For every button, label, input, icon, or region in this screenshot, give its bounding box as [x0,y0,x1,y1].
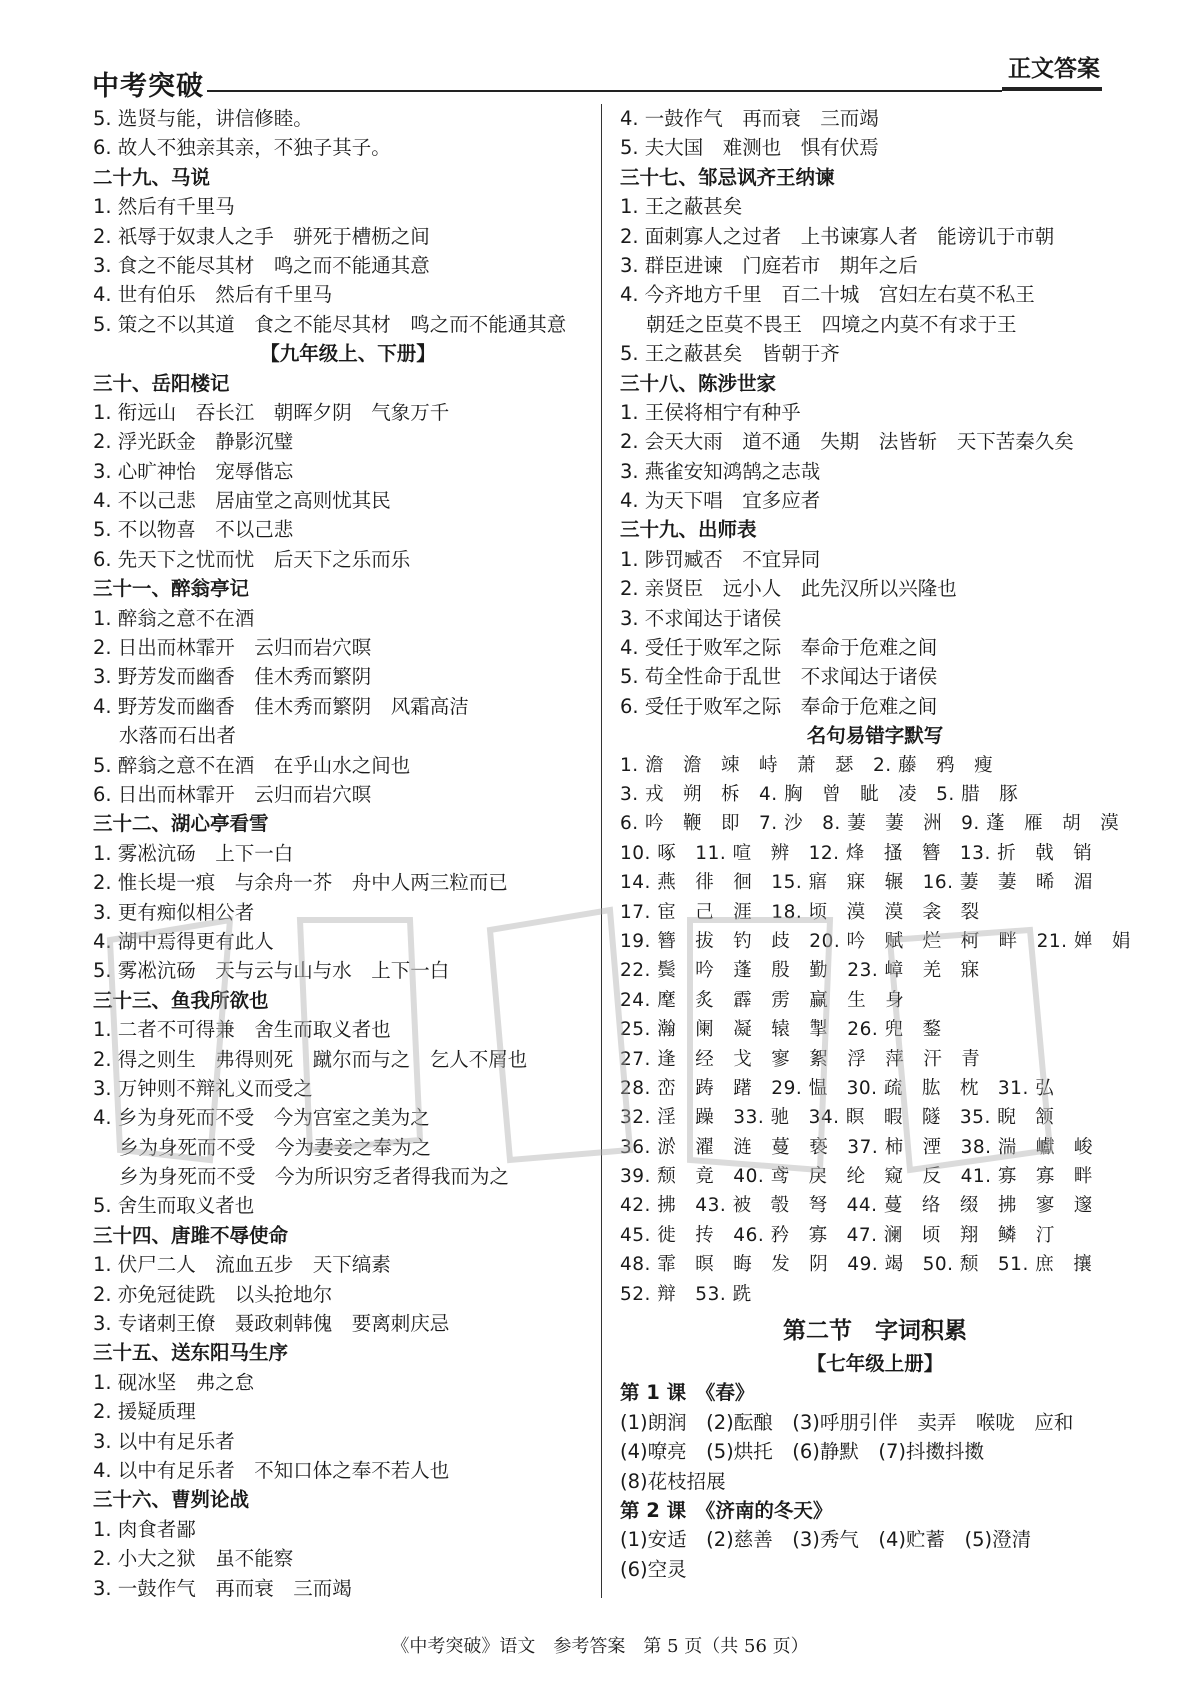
answer-continuation: 乡为身死而不受 今为所识穷乏者得我而为之 [119,1165,510,1189]
answer-line: (4)嘹亮 (5)烘托 (6)静默 (7)抖擞抖擞 [620,1440,984,1464]
answer-line: (1)安适 (2)慈善 (3)秀气 (4)贮蓄 (5)澄清 [620,1528,1032,1552]
answer-line: 4. 一鼓作气 再而衰 三而竭 [620,107,879,130]
answer-line: 3. 万钟则不辩礼义而受之 [93,1076,313,1100]
answer-line: 3. 野芳发而幽香 佳木秀而繁阴 [93,665,372,689]
answer-line: 6. 故人不独亲其亲，不独子其子。 [93,136,391,160]
answer-line: 2. 祇辱于奴隶人之手 骈死于槽枥之间 [93,224,430,248]
left-column [93,104,603,1603]
answer-line: 5. 雾凇沆砀 天与云与山与水 上下一白 [93,959,450,983]
answer-line: 4. 湖中焉得更有此人 [93,929,274,953]
answer-line: 1. 王之蔽甚矣 [620,195,743,219]
dictation-line: 25. 瀚 阑 凝 辕 掣 26. 兜 鍪 [620,1019,942,1041]
answer-line: 5. 策之不以其道 食之不能尽其材 鸣之而不能通其意 [93,312,567,336]
answer-line: (1)朗润 (2)酝酿 (3)呼朋引伴 卖弄 喉咙 应和 [620,1410,1074,1434]
answer-line: 1. 陟罚臧否 不宜异同 [620,547,821,571]
answer-line: 1. 然后有千里马 [93,195,235,219]
lesson-heading: 三十一、醉翁亭记 [93,577,250,601]
dictation-line: 28. 峦 踌 躇 29. 愠 30. 疏 肱 枕 31. 弘 [620,1077,1055,1099]
answer-line: 4. 以中有足乐者 不知口体之奉不若人也 [93,1458,450,1482]
lesson-heading: 第 1 课 《春》 [620,1381,755,1405]
answer-line: 3. 一鼓作气 再而衰 三而竭 [93,1576,352,1600]
answer-line: 5. 选贤与能，讲信修睦。 [93,107,313,130]
dictation-line: 32. 淫 躁 33. 驰 34. 瞑 暇 隧 35. 睨 颔 [620,1107,1055,1129]
lesson-heading: 三十七、邹忌讽齐王纳谏 [620,165,835,189]
answer-line: 3. 群臣进谏 门庭若市 期年之后 [620,253,918,277]
lesson-heading: 三十三、鱼我所欲也 [93,988,269,1012]
lesson-heading: 三十八、陈涉世家 [620,371,777,395]
answer-line: 2. 浮光跃金 静影沉璧 [93,430,294,454]
answer-line: 5. 王之蔽甚矣 皆朝于齐 [620,342,840,366]
answer-line: 4. 为天下唱 宜多应者 [620,489,821,513]
answer-line: 2. 援疑质理 [93,1400,196,1424]
dictation-line: 36. 淤 濯 涟 蔓 亵 37. 柿 湮 38. 湍 巘 峻 [620,1136,1093,1158]
answer-line: 2. 小大之狱 虽不能察 [93,1547,294,1571]
answer-line: 1. 二者不可得兼 舍生而取义者也 [93,1018,391,1042]
answer-line: 2. 惟长堤一痕 与余舟一芥 舟中人两三粒而已 [93,871,508,895]
answer-line: 2. 会天大雨 道不通 失期 法皆斩 天下苦秦久矣 [620,430,1074,454]
answer-line: 4. 世有伯乐 然后有千里马 [93,283,333,307]
dictation-line: 22. 鬓 吟 蓬 殷 勤 23. 嶂 羌 寐 [620,960,980,982]
answer-line: 4. 乡为身死而不受 今为宫室之美为之 [93,1106,430,1130]
answer-line: 1. 雾凇沆砀 上下一白 [93,841,294,865]
dictation-line: 27. 逢 经 戈 寥 絮 浮 萍 汗 青 [620,1048,981,1070]
answer-line: 6. 受任于败军之际 奉命于危难之间 [620,694,938,718]
section-heading: 名句易错字默写 [806,724,944,748]
brand-title: 中考突破 [92,71,204,102]
lesson-heading: 二十九、马说 [93,165,211,189]
dictation-line: 52. 辩 53. 跣 [620,1283,752,1305]
answer-line: 4. 野芳发而幽香 佳木秀而繁阴 风霜高洁 [93,694,469,718]
answer-line: 1. 伏尸二人 流血五步 天下缟素 [93,1253,391,1277]
answer-line: 5. 夫大国 难测也 惧有伏焉 [620,136,879,160]
dictation-line: 48. 霏 暝 晦 发 阴 49. 竭 50. 颓 51. 庶 攘 [620,1254,1093,1276]
column-divider [601,104,602,1598]
answer-line: (8)花枝招展 [620,1469,726,1493]
answer-continuation: 朝廷之臣莫不畏王 四境之内莫不有求于王 [646,312,1017,336]
answer-line: 3. 不求闻达于诸侯 [620,606,782,630]
dictation-line: 6. 吟 鞭 即 7. 沙 8. 萋 萋 洲 9. 蓬 雁 胡 漠 [620,813,1120,835]
dictation-line: 39. 颓 竟 40. 鸢 戾 纶 窥 反 41. 寡 寡 畔 [620,1166,1093,1188]
lesson-heading: 三十九、出师表 [620,518,757,542]
answer-line: 1. 醉翁之意不在酒 [93,606,255,630]
answer-line: 5. 不以物喜 不以己悲 [93,518,294,542]
dictation-line: 24. 麾 炙 霹 雳 赢 生 身 [620,989,905,1011]
lesson-heading: 三十六、曹刿论战 [93,1488,250,1512]
section-heading: 【九年级上、下册】 [260,342,436,366]
answer-line: 2. 得之则生 弗得则死 蹴尔而与之 乞人不屑也 [93,1047,528,1071]
lesson-heading: 三十四、唐雎不辱使命 [93,1223,289,1247]
lesson-heading: 三十二、湖心亭看雪 [93,812,269,836]
lesson-heading: 三十五、送东阳马生序 [93,1341,289,1365]
dictation-line: 10. 啄 11. 喧 辨 12. 烽 搔 簪 13. 折 戟 销 [620,842,1093,864]
dictation-line: 45. 徙 抟 46. 矜 寡 47. 澜 顷 翔 鳞 汀 [620,1224,1055,1246]
header-rule [207,90,1002,92]
answer-line: 1. 肉食者鄙 [93,1517,196,1541]
answer-line: 1. 砚冰坚 弗之怠 [93,1370,255,1394]
answer-line: 1. 王侯将相宁有种乎 [620,400,801,424]
section-heading: 【七年级上册】 [806,1352,944,1376]
dictation-line: 14. 燕 徘 徊 15. 寤 寐 辗 16. 萋 萋 晞 湄 [620,872,1093,894]
answer-line: 3. 以中有足乐者 [93,1429,235,1453]
answer-line: 1. 衔远山 吞长江 朝晖夕阴 气象万千 [93,400,450,424]
section-label: 正文答案 [1002,50,1102,91]
answer-line: 2. 面刺寡人之过者 上书谏寡人者 能谤讥于市朝 [620,224,1055,248]
answer-line: 3. 心旷神怡 宠辱偕忘 [93,459,294,483]
answer-line: 5. 舍生而取义者也 [93,1194,255,1218]
answer-line: 4. 受任于败军之际 奉命于危难之间 [620,636,938,660]
answer-line: 6. 日出而林霏开 云归而岩穴暝 [93,782,372,806]
answer-line: (6)空灵 [620,1557,687,1581]
dictation-line: 17. 宦 己 涯 18. 顷 漠 漠 衾 裂 [620,901,980,923]
answer-line: 2. 日出而林霏开 云归而岩穴暝 [93,636,372,660]
chapter-heading: 第二节 字词积累 [783,1318,967,1345]
answer-line: 4. 今齐地方千里 百二十城 宫妇左右莫不私王 [620,283,1035,307]
answer-continuation: 乡为身死而不受 今为妻妾之奉为之 [119,1135,432,1159]
page-footer: 《中考突破》语文 参考答案 第 5 页（共 56 页） [391,1636,809,1657]
dictation-line: 1. 澹 澹 竦 峙 萧 瑟 2. 藤 鸦 瘦 [620,754,994,776]
dictation-line: 19. 簪 拔 钓 歧 20. 吟 赋 烂 柯 畔 21. 婵 娟 [620,930,1131,952]
answer-line: 6. 先天下之忧而忧 后天下之乐而乐 [93,547,411,571]
page-header [92,50,1102,102]
answer-line: 5. 苟全性命于乱世 不求闻达于诸侯 [620,665,938,689]
answer-line: 3. 更有痴似相公者 [93,900,255,924]
answer-line: 2. 亦免冠徒跣 以头抢地尔 [93,1282,333,1306]
answer-line: 4. 不以己悲 居庙堂之高则忧其民 [93,489,391,513]
lesson-heading: 第 2 课 《济南的冬天》 [620,1498,833,1522]
answer-line: 3. 燕雀安知鸿鹄之志哉 [620,459,821,483]
answer-line: 3. 专诸刺王僚 聂政刺韩傀 要离刺庆忌 [93,1312,450,1336]
right-column [620,104,1130,1584]
answer-line: 2. 亲贤臣 远小人 此先汉所以兴隆也 [620,577,957,601]
dictation-line: 3. 戎 朔 柝 4. 胸 曾 眦 凌 5. 腊 豚 [620,783,1019,805]
answer-continuation: 水落而石出者 [119,724,237,748]
lesson-heading: 三十、岳阳楼记 [93,371,230,395]
answer-line: 3. 食之不能尽其材 鸣之而不能通其意 [93,253,430,277]
dictation-line: 42. 拂 43. 被 彀 弩 44. 蔓 络 缀 拂 寥 邃 [620,1195,1093,1217]
answer-line: 5. 醉翁之意不在酒 在乎山水之间也 [93,753,411,777]
